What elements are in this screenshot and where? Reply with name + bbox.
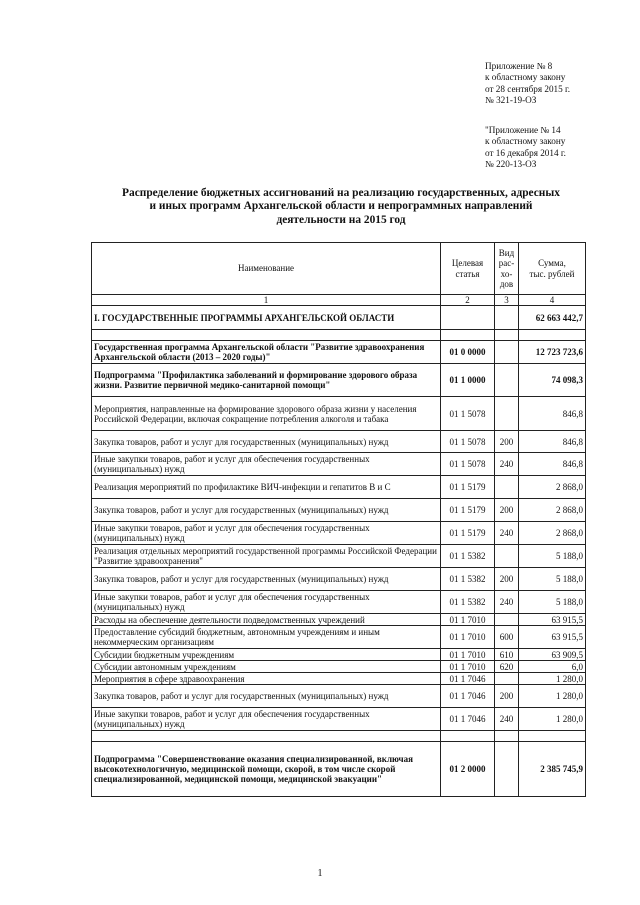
annex-note-previous xyxy=(485,125,566,170)
column-number: 4 xyxy=(519,295,586,306)
annex-line: № 220-13-ОЗ xyxy=(485,158,537,169)
row-amount: 2 868,0 xyxy=(519,499,586,522)
spacer-row xyxy=(92,330,586,341)
row-target-article: 01 1 7010 xyxy=(441,626,495,649)
budget-table xyxy=(91,242,586,797)
row-expense-type: 200 xyxy=(495,685,519,708)
row-target-article: 01 0 0000 xyxy=(441,341,495,364)
annex-line: № 321-19-ОЗ xyxy=(485,94,537,105)
row-target-article: 01 1 7010 xyxy=(441,614,495,626)
column-number-row xyxy=(92,295,586,306)
table-row xyxy=(92,545,586,568)
row-amount: 2 868,0 xyxy=(519,522,586,545)
table-row xyxy=(92,453,586,476)
row-expense-type: 240 xyxy=(495,591,519,614)
row-expense-type: 200 xyxy=(495,568,519,591)
row-target-article: 01 1 7046 xyxy=(441,673,495,685)
title-line: и иных программ Архангельской области и непрограммных направлений xyxy=(149,200,533,213)
title-line: деятельности на 2015 год xyxy=(276,213,406,226)
row-target-article: 01 1 5179 xyxy=(441,522,495,545)
row-amount: 63 909,5 xyxy=(519,649,586,661)
annex-line: от 28 сентября 2015 г. xyxy=(485,83,571,94)
row-expense-type: 240 xyxy=(495,522,519,545)
table-row xyxy=(92,341,586,364)
title-line: Распределение бюджетных ассигнований на реализацию государственных, адресных xyxy=(122,187,560,199)
row-name: Мероприятия, направленные на формирование здорового образа жизни у населения Российской Федерации, включая сокращение потребления алкоголя и табака xyxy=(92,397,441,431)
table-row xyxy=(92,708,586,731)
row-name: Мероприятия в сфере здравоохранения xyxy=(92,673,441,685)
column-number: 3 xyxy=(495,295,519,306)
header-amount: Сумма, тыс. рублей xyxy=(519,243,586,295)
row-expense-type: 610 xyxy=(495,649,519,661)
annex-line: от 16 декабря 2014 г. xyxy=(485,147,566,158)
row-target-article: 01 1 5179 xyxy=(441,499,495,522)
row-target-article xyxy=(441,306,495,330)
row-expense-type xyxy=(495,397,519,431)
row-target-article: 01 1 5382 xyxy=(441,568,495,591)
row-amount: 2 385 745,9 xyxy=(519,742,586,797)
annex-line: "Приложение № 14 xyxy=(485,125,561,135)
row-target-article: 01 1 5382 xyxy=(441,545,495,568)
row-target-article: 01 1 5179 xyxy=(441,476,495,499)
row-amount: 846,8 xyxy=(519,453,586,476)
row-target-article: 01 1 7046 xyxy=(441,708,495,731)
row-amount: 846,8 xyxy=(519,431,586,453)
table-row xyxy=(92,306,586,330)
row-amount: 2 868,0 xyxy=(519,476,586,499)
table-row xyxy=(92,476,586,499)
row-expense-type xyxy=(495,545,519,568)
row-name: Расходы на обеспечение деятельности подведомственных учреждений xyxy=(92,614,441,626)
table-row xyxy=(92,661,586,673)
row-target-article: 01 1 5078 xyxy=(441,453,495,476)
table-row xyxy=(92,614,586,626)
row-amount: 1 280,0 xyxy=(519,708,586,731)
annex-line: к областному закону xyxy=(485,72,566,83)
row-name: Субсидии автономным учреждениям xyxy=(92,661,441,673)
row-name: Закупка товаров, работ и услуг для государственных (муниципальных) нужд xyxy=(92,685,441,708)
row-expense-type: 200 xyxy=(495,431,519,453)
row-target-article: 01 2 0000 xyxy=(441,742,495,797)
row-amount: 62 663 442,7 xyxy=(519,306,586,330)
row-target-article: 01 1 5078 xyxy=(441,397,495,431)
row-expense-type xyxy=(495,341,519,364)
row-amount: 1 280,0 xyxy=(519,673,586,685)
row-name: Закупка товаров, работ и услуг для государственных (муниципальных) нужд xyxy=(92,499,441,522)
table-row xyxy=(92,568,586,591)
table-row xyxy=(92,522,586,545)
row-expense-type xyxy=(495,476,519,499)
row-target-article: 01 1 0000 xyxy=(441,364,495,397)
row-expense-type xyxy=(495,673,519,685)
row-amount: 63 915,5 xyxy=(519,626,586,649)
row-name: Предоставление субсидий бюджетным, автономным учреждениям и иным некоммерческим организациям xyxy=(92,626,441,649)
row-amount: 6,0 xyxy=(519,661,586,673)
row-name: Подпрограмма "Совершенствование оказания специализированной, включая высокотехнологичную, медицинской помощи, скорой, в том числе скорой специализированной, медицинской помощи, медицинской эвакуации" xyxy=(92,742,441,797)
row-expense-type xyxy=(495,364,519,397)
page-number: 1 xyxy=(317,868,323,879)
row-expense-type xyxy=(495,614,519,626)
table-header-row xyxy=(92,243,586,295)
row-expense-type: 600 xyxy=(495,626,519,649)
annex-note xyxy=(485,61,570,106)
row-expense-type xyxy=(495,742,519,797)
row-amount: 1 280,0 xyxy=(519,685,586,708)
header-target-article: Целевая статья xyxy=(441,243,495,295)
table-row xyxy=(92,626,586,649)
row-expense-type: 620 xyxy=(495,661,519,673)
header-name: Наименование xyxy=(92,243,441,295)
row-name: Иные закупки товаров, работ и услуг для обеспечения государственных (муниципальных) нужд xyxy=(92,591,441,614)
row-name: Закупка товаров, работ и услуг для государственных (муниципальных) нужд xyxy=(92,431,441,453)
row-name: Реализация мероприятий по профилактике ВИЧ-инфекции и гепатитов В и С xyxy=(92,476,441,499)
row-amount: 846,8 xyxy=(519,397,586,431)
annex-line: к областному закону xyxy=(485,136,566,147)
row-amount: 63 915,5 xyxy=(519,614,586,626)
row-target-article: 01 1 7010 xyxy=(441,649,495,661)
row-name: Иные закупки товаров, работ и услуг для обеспечения государственных (муниципальных) нужд xyxy=(92,453,441,476)
annex-line: Приложение № 8 xyxy=(485,61,553,71)
row-expense-type: 200 xyxy=(495,499,519,522)
row-name: Подпрограмма "Профилактика заболеваний и формирование здорового образа жизни. Развитие первичной медико-санитарной помощи" xyxy=(92,364,441,397)
table-row xyxy=(92,649,586,661)
row-target-article: 01 1 7046 xyxy=(441,685,495,708)
row-amount: 74 098,3 xyxy=(519,364,586,397)
table-row xyxy=(92,742,586,797)
row-target-article: 01 1 5382 xyxy=(441,591,495,614)
table-row xyxy=(92,431,586,453)
row-name: Иные закупки товаров, работ и услуг для обеспечения государственных (муниципальных) нужд xyxy=(92,522,441,545)
row-amount: 5 188,0 xyxy=(519,568,586,591)
row-name: Государственная программа Архангельской области "Развитие здравоохранения Архангельской области (2013 – 2020 годы)" xyxy=(92,341,441,364)
row-amount: 5 188,0 xyxy=(519,591,586,614)
row-name: Субсидии бюджетным учреждениям xyxy=(92,649,441,661)
header-expense-type: Вид рас- хо- дов xyxy=(495,243,519,295)
row-name: Реализация отдельных мероприятий государственной программы Российской Федерации "Развитие здравоохранения" xyxy=(92,545,441,568)
row-expense-type xyxy=(495,306,519,330)
row-target-article: 01 1 7010 xyxy=(441,661,495,673)
row-expense-type: 240 xyxy=(495,453,519,476)
row-target-article: 01 1 5078 xyxy=(441,431,495,453)
table-row xyxy=(92,673,586,685)
row-expense-type: 240 xyxy=(495,708,519,731)
row-amount: 12 723 723,6 xyxy=(519,341,586,364)
document-title xyxy=(86,187,596,227)
table-row xyxy=(92,397,586,431)
table-row xyxy=(92,591,586,614)
table-row xyxy=(92,364,586,397)
table-row xyxy=(92,499,586,522)
row-name: Иные закупки товаров, работ и услуг для обеспечения государственных (муниципальных) нужд xyxy=(92,708,441,731)
row-amount: 5 188,0 xyxy=(519,545,586,568)
row-name: I. ГОСУДАРСТВЕННЫЕ ПРОГРАММЫ АРХАНГЕЛЬСКОЙ ОБЛАСТИ xyxy=(92,306,441,330)
column-number: 2 xyxy=(441,295,495,306)
column-number: 1 xyxy=(92,295,441,306)
spacer-row xyxy=(92,731,586,742)
table-row xyxy=(92,685,586,708)
row-name: Закупка товаров, работ и услуг для государственных (муниципальных) нужд xyxy=(92,568,441,591)
